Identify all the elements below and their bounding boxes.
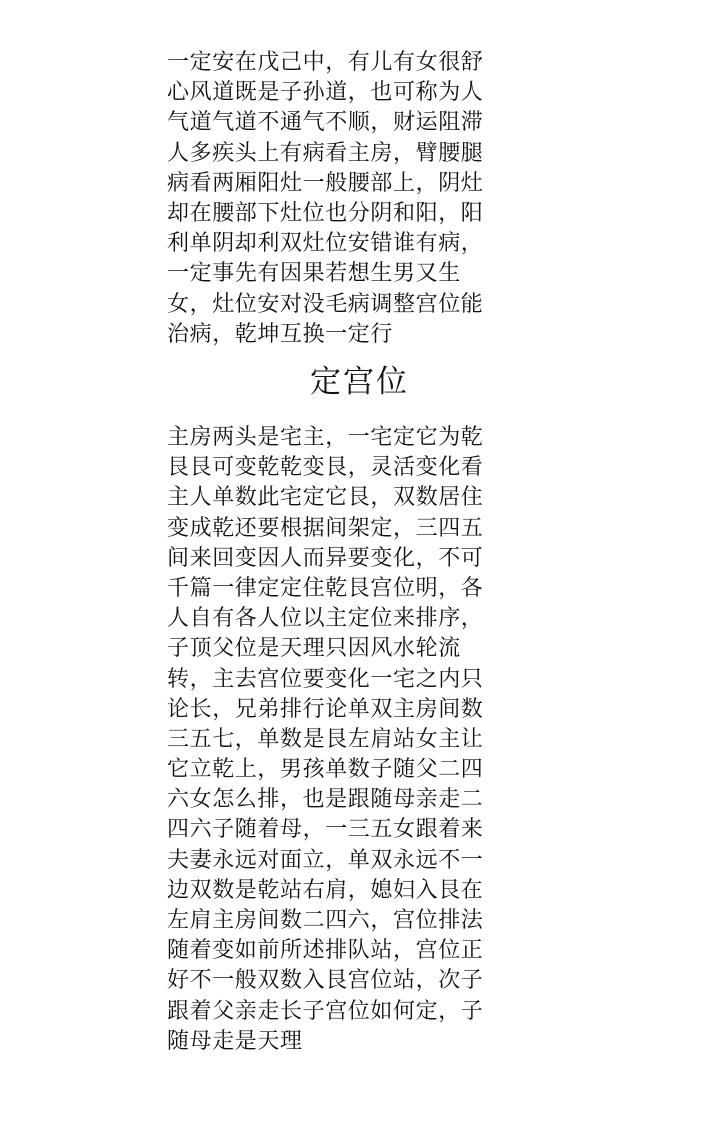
text-line: 间来回变因人而异要变化，不可 bbox=[167, 545, 484, 571]
text-line: 跟着父亲走长子宫位如何定，子 bbox=[167, 998, 484, 1024]
text-line: 千篇一律定定住乾艮宫位明，各 bbox=[167, 575, 484, 601]
text-line: 心风道既是子孙道，也可称为人 bbox=[167, 80, 484, 106]
text-line: 人自有各人位以主定位来排序， bbox=[167, 606, 484, 632]
text-line: 一定事先有因果若想生男又生 bbox=[167, 261, 461, 287]
text-line: 好不一般双数入艮宫位站，次子 bbox=[167, 968, 484, 994]
text-line: 子顶父位是天理只因风水轮流 bbox=[167, 636, 461, 662]
text-line: 气道气道不通气不顺，财运阻滞 bbox=[167, 110, 484, 136]
text-line: 治病，乾坤互换一定行 bbox=[167, 321, 394, 347]
text-line: 一定安在戊己中，有儿有女很舒 bbox=[167, 50, 484, 75]
text-line: 转，主去宫位要变化一宅之内只 bbox=[167, 666, 484, 692]
section-heading: 定宫位 bbox=[310, 364, 409, 400]
text-line: 艮艮可变乾乾变艮，灵活变化看 bbox=[167, 455, 484, 481]
text-line: 随着变如前所述排队站，宫位正 bbox=[167, 938, 484, 964]
text-line: 论长，兄弟排行论单双主房间数 bbox=[167, 696, 484, 722]
text-line: 却在腰部下灶位也分阴和阳，阳 bbox=[167, 200, 484, 226]
text-line: 四六子随着母，一三五女跟着来 bbox=[167, 817, 484, 843]
paragraph-2 bbox=[167, 423, 487, 1057]
paragraph-1 bbox=[167, 48, 487, 350]
text-line: 变成乾还要根据间架定，三四五 bbox=[167, 515, 484, 541]
text-line: 女，灶位安对没毛病调整宫位能 bbox=[167, 291, 484, 317]
text-line: 随母走是天理 bbox=[167, 1028, 303, 1054]
text-line: 夫妻永远对面立，单双永远不一 bbox=[167, 847, 484, 873]
text-line: 三五七，单数是艮左肩站女主让 bbox=[167, 726, 484, 752]
text-line: 人多疾头上有病看主房，臂腰腿 bbox=[167, 140, 484, 166]
text-line: 左肩主房间数二四六，宫位排法 bbox=[167, 908, 484, 933]
text-line: 病看两厢阳灶一般腰部上，阴灶 bbox=[167, 170, 484, 196]
text-line: 六女怎么排，也是跟随母亲走二 bbox=[167, 787, 484, 813]
text-line: 边双数是乾站右肩，媳妇入艮在 bbox=[167, 877, 484, 903]
text-line: 主人单数此宅定它艮，双数居住 bbox=[167, 485, 484, 511]
text-line: 利单阴却利双灶位安错谁有病， bbox=[167, 231, 484, 257]
text-line: 主房两头是宅主，一宅定它为乾 bbox=[167, 425, 484, 450]
text-line: 它立乾上，男孩单数子随父二四 bbox=[167, 757, 484, 783]
